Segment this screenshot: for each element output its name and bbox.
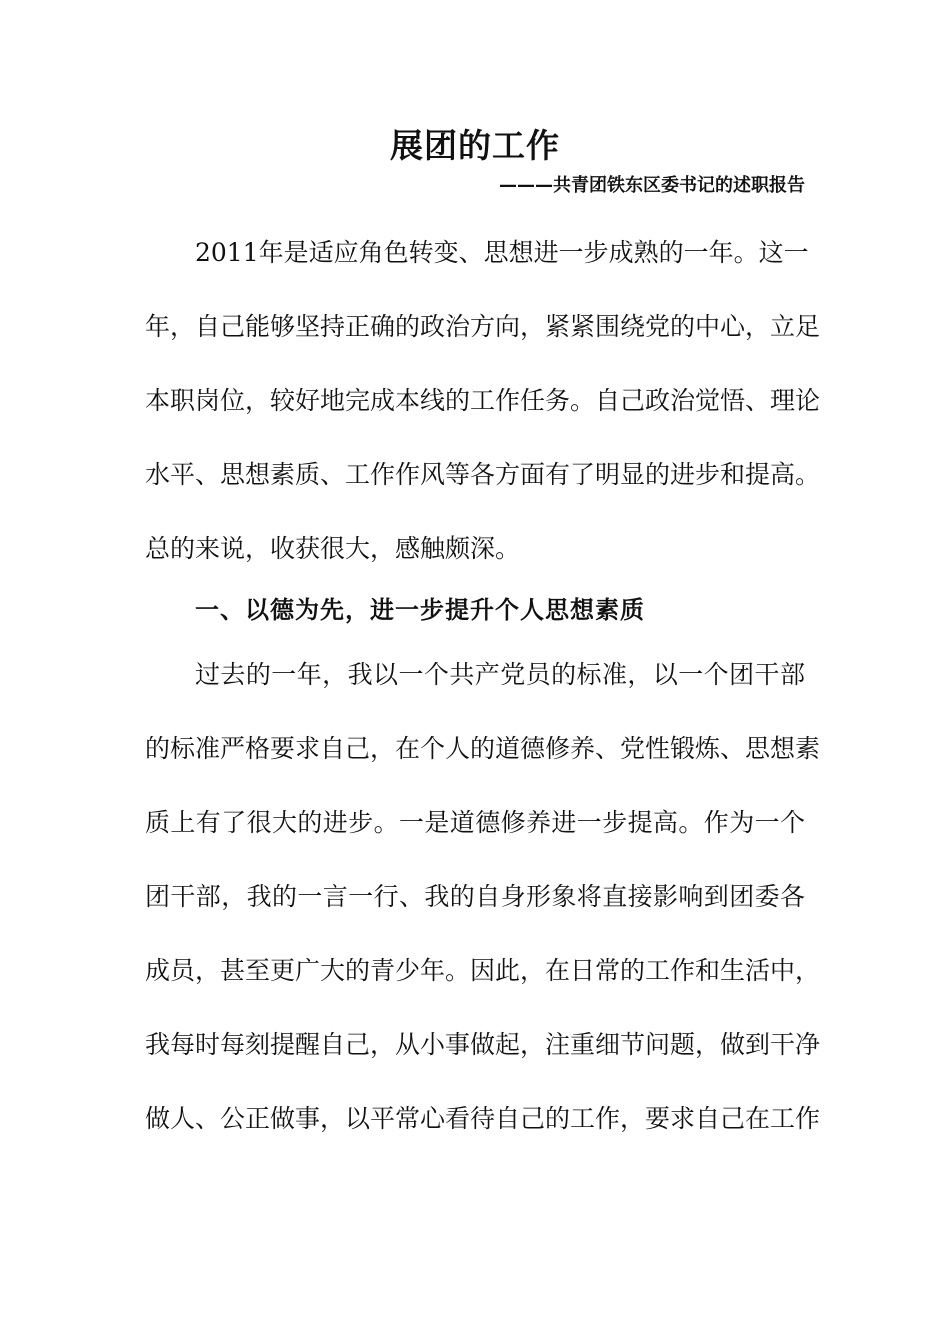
paragraph-line: 总的来说，收获很大，感触颇深。 bbox=[145, 534, 521, 563]
paragraph-line: 年，自己能够坚持正确的政治方向，紧紧围绕党的中心，立足 bbox=[145, 312, 821, 341]
paragraph-line: 成员，甚至更广大的青少年。因此，在日常的工作和生活中， bbox=[145, 956, 821, 985]
paragraph-line: 本职岗位，较好地完成本线的工作任务。自己政治觉悟、理论 bbox=[145, 386, 821, 415]
paragraph-line: 质上有了很大的进步。一是道德修养进一步提高。作为一个 bbox=[145, 808, 805, 837]
document-subtitle: ———共青团铁东区委书记的述职报告 bbox=[499, 175, 805, 196]
paragraph-line: 团干部，我的一言一行、我的自身形象将直接影响到团委各 bbox=[145, 882, 805, 911]
document-title: 展团的工作 bbox=[390, 126, 560, 165]
paragraph-line: 做人、公正做事，以平常心看待自己的工作，要求自己在工作 bbox=[145, 1104, 821, 1133]
paragraph-line: 水平、思想素质、工作作风等各方面有了明显的进步和提高。 bbox=[145, 460, 821, 489]
paragraph-line: 的标准严格要求自己，在个人的道德修养、党性锻炼、思想素 bbox=[145, 734, 821, 763]
paragraph-line: 我每时每刻提醒自己，从小事做起，注重细节问题，做到干净 bbox=[145, 1030, 821, 1059]
section-heading: 一、以德为先，进一步提升个人思想素质 bbox=[195, 596, 645, 624]
paragraph-line: 2011年是适应角色转变、思想进一步成熟的一年。这一 bbox=[195, 238, 809, 267]
paragraph-line: 过去的一年，我以一个共产党员的标准，以一个团干部 bbox=[195, 660, 805, 689]
